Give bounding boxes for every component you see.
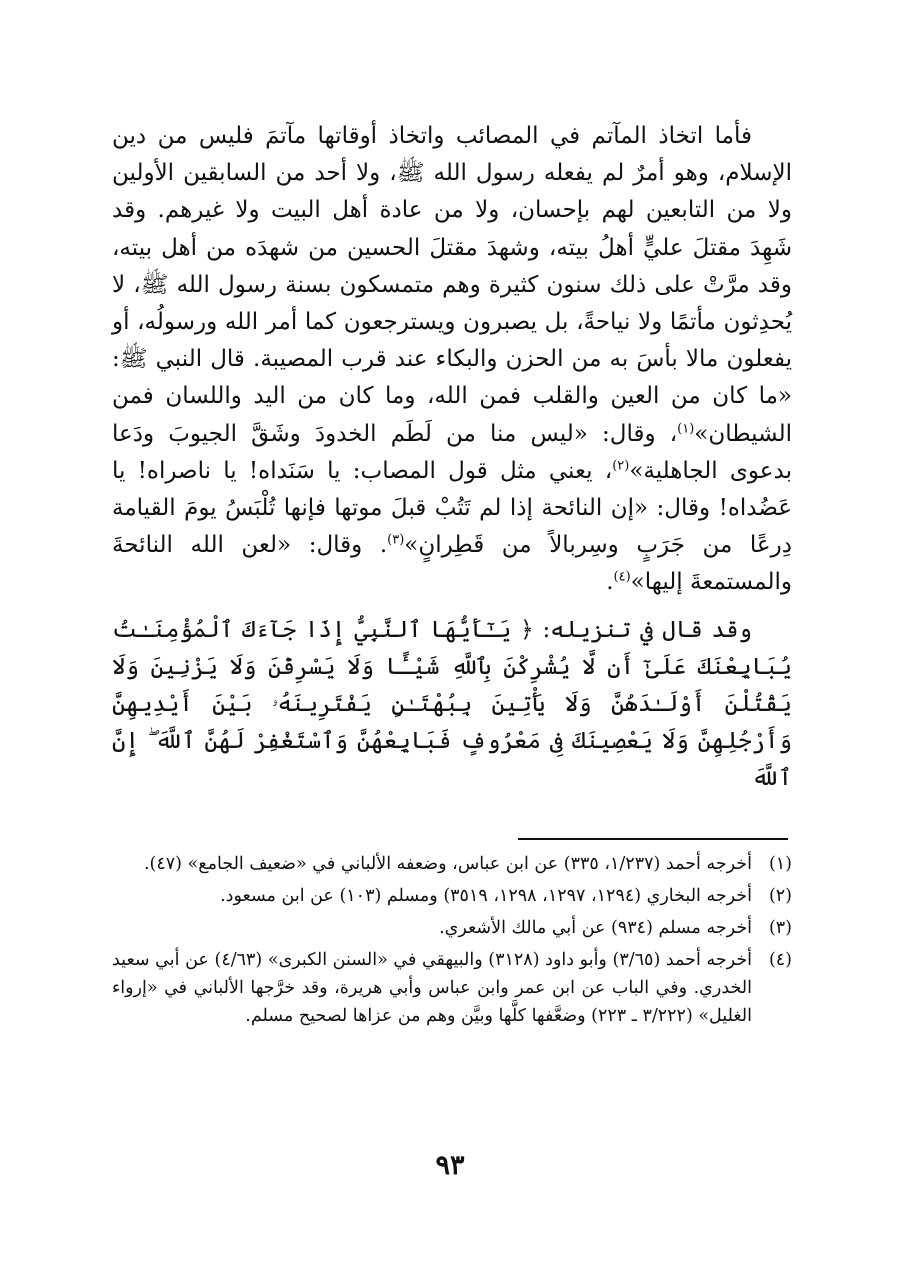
footnote-ref-2[interactable]: (٢) — [612, 458, 630, 474]
footnote-4 — [112, 946, 792, 1030]
footnote-number: (٤) — [768, 950, 792, 970]
paragraph-1-text-d: . وقال: «لعن الله النائحةَ والمستمعةَ إليها» — [112, 532, 792, 596]
footnote-number: (٣) — [768, 918, 792, 938]
footnotes-section — [112, 850, 792, 1034]
footnote-number: (٢) — [768, 886, 792, 906]
footnote-1 — [112, 850, 792, 878]
footnote-3 — [112, 914, 792, 942]
footnote-ref-4[interactable]: (٤) — [613, 569, 631, 585]
paragraph-1-text: فأما اتخاذ المآتم في المصائب واتخاذ أوقاتها مآتمَ فليس من دين الإسلام، وهو أمرٌ لم يفعله رسول الله ﷺ، ولا أحد من السابقين الأولين ولا من التابعين لهم بإحسان، ولا من عادة أهل البيت ولا غيرهم. وقد شَهِدَ مقتلَ عليٍّ أهلُ بيته، وشهدَ مقتلَ الحسين من شهدَه من أهل بيته، وقد مرَّتْ على ذلك سنون كثيرة وهم متمسكون بسنة رسول الله ﷺ، لا يُحدِثون مأتمًا ولا نياحةً، بل يصبرون ويسترجعون كما أمر الله ورسولُه، أو يفعلون مالا بأسَ به من الحزن والبكاء عند قرب المصيبة. قال النبي ﷺ: «ما كان من العين والقلب فمن الله، وما كان من اليد واللسان فمن الشيطان» — [112, 123, 792, 447]
footnote-text: أخرجه أحمد (١/٢٣٧، ٣٣٥) عن ابن عباس، وضعفه الألباني في «ضعيف الجامع» (٤٧). — [143, 854, 752, 874]
paragraph-1-text-e: . — [606, 569, 614, 596]
footnote-ref-1[interactable]: (١) — [677, 420, 695, 436]
footnote-ref-3[interactable]: (٣) — [387, 532, 405, 548]
footnote-number: (١) — [768, 854, 792, 874]
paragraph-2 — [112, 612, 792, 798]
footnote-text: أخرجه أحمد (٣/٦٥) وأبو داود (٣١٢٨) والبيهقي في «السنن الكبرى» (٤/٦٣) عن أبي سعيد الخدري. وفي الباب عن ابن عمر وابن عباس وأبي هريرة، وقد خرَّجها الألباني في «إرواء الغليل» (٣/٢٢٢ ـ ٢٢٣) وضعَّفها كلَّها وبيَّن وهم من عزاها لصحيح مسلم. — [112, 950, 753, 1026]
paragraph-1 — [112, 118, 792, 602]
paragraph-1-text-c: ، يعني مثل قول المصاب: يا سَنَداه! يا ناصراه! يا عَضُداه! وقال: «إن النائحة إذا لم تَتُبْ قبلَ موتها فإنها تُلْبَسُ يومَ القيامة دِرعًا من جَرَبٍ وسِربالاً من قَطِرانٍ» — [112, 457, 792, 559]
paragraph-1-text-b: ، وقال: «ليس منا من لَطَم الخدودَ وشَقَّ الجيوبَ ودَعا بدعوى الجاهلية» — [112, 420, 793, 484]
quran-verse: ﴿ يَـٰٓأَيُّهَا ٱلنَّبِيُّ إِذَا جَآءَكَ ٱلْمُؤْمِنَـٰتُ يُبَايِعْنَكَ عَلَىٰٓ أَن لَّا يُشْرِكْنَ بِٱللَّهِ شَيْـًٔا وَلَا يَسْرِقْنَ وَلَا يَزْنِينَ وَلَا يَقْتُلْنَ أَوْلَـٰدَهُنَّ وَلَا يَأْتِينَ بِبُهْتَـٰنٍ يَفْتَرِينَهُۥ بَيْنَ أَيْدِيهِنَّ وَأَرْجُلِهِنَّ وَلَا يَعْصِينَكَ فِى مَعْرُوفٍ فَبَايِعْهُنَّ وَٱسْتَغْفِرْ لَهُنَّ ٱللَّهَ ۖ إِنَّ ٱللَّهَ — [112, 616, 792, 792]
paragraph-2-intro: وقد قال في تنزيله: — [542, 616, 752, 643]
footnote-text: أخرجه البخاري (١٢٩٤، ١٢٩٧، ١٢٩٨، ٣٥١٩) ومسلم (١٠٣) عن ابن مسعود. — [220, 886, 752, 906]
footnote-2 — [112, 882, 792, 910]
page-number: ٩٣ — [435, 1150, 465, 1181]
footnote-text: أخرجه مسلم (٩٣٤) عن أبي مالك الأشعري. — [439, 918, 752, 938]
footnote-divider — [518, 838, 788, 840]
main-text-block — [112, 118, 792, 798]
